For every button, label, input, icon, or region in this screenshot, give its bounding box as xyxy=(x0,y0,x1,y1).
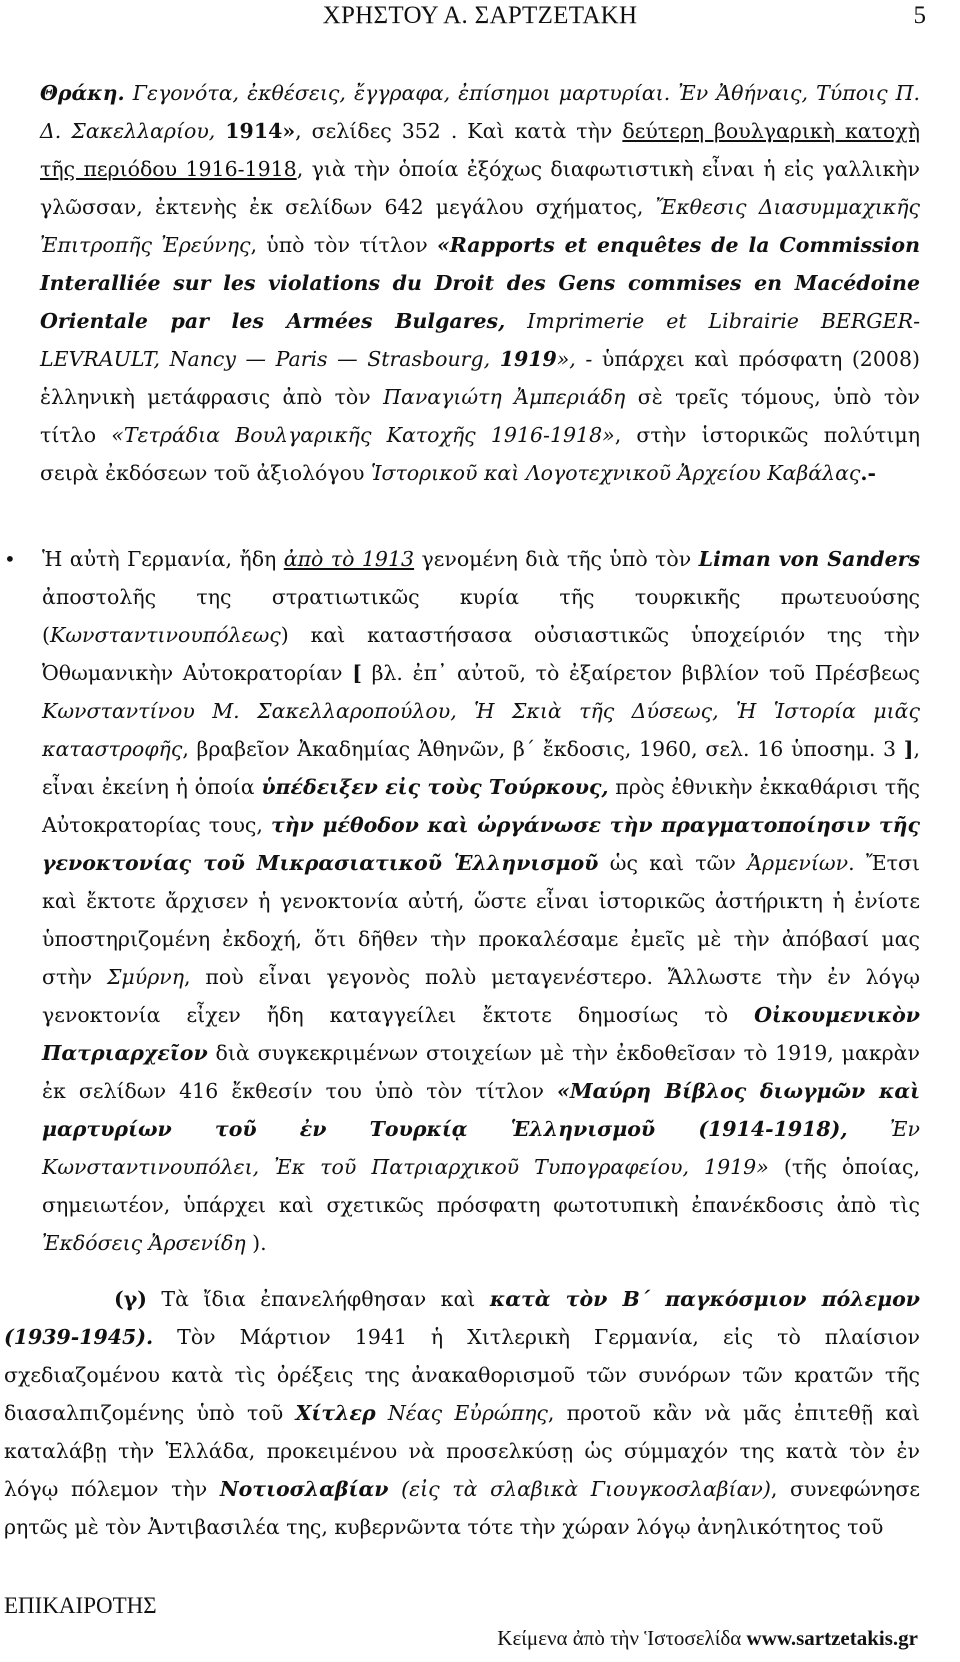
text-span: [ xyxy=(352,661,362,685)
text-span: Γεγονότα, ἐκθέσεις, ἔγγραφα, ἐπίσημοι μαρτυρίαι. Ἐν Ἀθήναις, Τύποις Π. Δ. Σακελλαρίου, xyxy=(40,81,920,143)
section-marker: (γ) xyxy=(114,1287,147,1311)
text-span: Νέας Εὐρώπης xyxy=(375,1401,548,1425)
text-span: ὑπέδειξεν εἰς τοὺς Τούρκους, xyxy=(261,775,609,799)
text-span: πρὸς ἐθνικὴν ἐκκαθάρισι τῆς Αὐτοκρατορίας τους, xyxy=(42,775,920,837)
text-span: Τὰ ἴδια ἐπανελήφθησαν καὶ xyxy=(146,1287,490,1311)
text-span: Χίτλερ xyxy=(295,1401,376,1425)
text-span: Imprimerie et Librairie BERGER- LEVRAULT, Nancy — Paris — Strasbourg, xyxy=(40,309,920,371)
footer-source xyxy=(497,1626,918,1651)
text-span: Ἔκθεσις Διασυμμαχικῆς Ἐπιτροπῆς Ἐρεύνης xyxy=(40,195,920,257)
text-span: , εἶναι ἐκείνη ἡ ὁποία xyxy=(42,737,920,799)
text-span: , συνεφώνησε ρητῶς μὲ τὸν Ἀντιβασιλέα της, κυβερνῶντα τότε τὴν χώραν λόγῳ ἀνηλικότητος τοῦ xyxy=(4,1477,921,1539)
text-span: Ἱστορικοῦ καὶ Λογοτεχνικοῦ Ἀρχείου Καβάλας xyxy=(370,461,861,485)
text-span: Τὸν Μάρτιον 1941 ἡ Χιτλερικὴ Γερμανία, εἰς τὸ πλαίσιον σχεδιαζομένου κατὰ τὶς ὀρέξεις της ἀνακαθορισμοῦ τῶν συνόρων τῶν κρατῶν τῆς διασαλπιζομένης ὑπὸ τοῦ xyxy=(4,1325,920,1425)
text-span: , προτοῦ κἂν νὰ μᾶς ἐπιτεθῇ καὶ καταλάβῃ τὴν Ἑλλάδα, προκειμένου νὰ προσελκύσῃ ὡς σύμμαχόν της κατὰ τὸν ἐν λόγῳ πόλεμον τὴν xyxy=(4,1401,920,1501)
text-span: .- xyxy=(860,461,877,485)
bullet-icon: • xyxy=(4,547,16,571)
text-span: , βραβεῖον Ἀκαδημίας Ἀθηνῶν, β΄ ἔκδοσις, 1960, σελ. 16 ὑποσημ. 3 xyxy=(182,737,904,761)
text-span: Ἡ αὐτὴ Γερμανία, ἤδη xyxy=(42,547,284,571)
text-span: 1919 xyxy=(499,347,557,371)
text-span: 1914» xyxy=(225,119,296,143)
underlined-text: ἀπὸ τὸ 1913 xyxy=(283,547,415,571)
text-span: γενομένη διὰ τῆς ὑπὸ τὸν xyxy=(414,547,699,571)
text-span: ] xyxy=(903,737,914,761)
text-span: «Τετράδια Βουλγαρικῆς Κατοχῆς 1916-1918» xyxy=(111,423,615,447)
text-span: κατὰ τὸν Β΄ παγκόσμιον πόλεμον (1939-1945). xyxy=(4,1287,920,1349)
text-span: , ὑπὸ τὸν τίτλον xyxy=(250,233,437,257)
paragraph-thrace-reports xyxy=(40,74,920,492)
text-span: «Rapports et enquêtes de la Commission Interalliée sur les violations du Droit des Gens commises en Macédoine Orientale par les Armées Bulgares, xyxy=(40,233,920,333)
text-span: , σελίδες 352 . Καὶ κατὰ τὴν xyxy=(295,119,623,143)
text-span: , ποὺ εἶναι γεγονὸς πολὺ μεταγενέστερο. Ἄλλωστε τὴν ἐν λόγῳ γενοκτονία εἶχεν ἤδη καταγγείλει ἔκτοτε δημοσίως τὸ xyxy=(42,965,920,1027)
text-span: Θράκη. xyxy=(40,81,125,105)
text-span: Παναγιώτη Ἀμπεριάδη xyxy=(383,385,626,409)
text-span: Ἐκδόσεις Ἀρσενίδη xyxy=(42,1231,246,1255)
text-span: βλ. ἐπ᾽ αὐτοῦ, τὸ ἐξαίρετον βιβλίον τοῦ Πρέσβεως xyxy=(361,661,920,685)
text-span: , γιὰ τὴν ὁποία ἐξόχως διαφωτιστικὴ εἶναι ἡ εἰς γαλλικὴν γλῶσσαν, ἐκτενὴς ἐκ σελίδων 642 μεγάλου σχήματος, xyxy=(40,157,920,219)
text-span: , στὴν ἱστορικῶς πολύτιμη σειρὰ ἐκδόσεων τοῦ ἀξιολόγου xyxy=(40,423,920,485)
text-span: σὲ τρεῖς τόμους, ὑπὸ τὸν τίτλο xyxy=(40,385,920,447)
paragraph-germany-genocide xyxy=(42,540,920,1262)
text-span: Ἐν Κωνσταντινουπόλει, Ἐκ τοῦ Πατριαρχικοῦ Τυπογραφείου, 1919» xyxy=(42,1117,920,1179)
text-span: ἀποστολῆς της στρατιωτικῶς κυρία τῆς τουρκικῆς πρωτευούσης ( xyxy=(42,585,920,647)
text-span: τὴν μέθοδον καὶ ὠργάνωσε τὴν πραγματοποίησιν τῆς γενοκτονίας τοῦ Μικρασιατικοῦ Ἑλληνισμοῦ xyxy=(42,813,921,875)
running-header-title: ΧΡΗΣΤΟΥ Α. ΣΑΡΤΖΕΤΑΚΗ xyxy=(322,2,638,29)
footer-publication: ΕΠΙΚΑΙΡΟΤΗΣ xyxy=(4,1593,157,1618)
text-span: «Μαύρη Βίβλος διωγμῶν καὶ μαρτυρίων τοῦ ἐν Τουρκίᾳ Ἑλληνισμοῦ (1914-1918), xyxy=(42,1079,921,1141)
text-span: . Ἔτσι καὶ ἔκτοτε ἄρχισεν ἡ γενοκτονία αὐτή, ὥστε εἶναι ἱστορικῶς ἀστήρικτη ἡ ἐνίοτε ὑποστηριζομένη ἐκδοχή, ὅτι δῆθεν τὴν προκαλέσαμε ἐμεῖς μὲ τὴν ἀπόβασί μας στὴν xyxy=(42,851,920,989)
text-span: (εἰς τὰ σλαβικὰ Γιουγκοσλαβίαν) xyxy=(388,1477,771,1501)
page-number: 5 xyxy=(913,2,926,29)
underlined-text: δεύτερη βουλγαρικὴ κατοχὴ τῆς περιόδου 1916-1918 xyxy=(40,119,920,181)
text-span: ὡς καὶ τῶν xyxy=(598,851,748,875)
text-span: Κωνσταντίνου Μ. Σακελλαροπούλου, Ἡ Σκιὰ τῆς Δύσεως, Ἡ Ἱστορία μιᾶς καταστροφῆς xyxy=(42,699,920,761)
text-span: διὰ συγκεκριμένων στοιχείων μὲ τὴν ἐκδοθεῖσαν τὸ 1919, μακρὰν ἐκ σελίδων 416 ἔκθεσίν του ὑπὸ τὸν τίτλον xyxy=(42,1041,920,1103)
text-span: ) καὶ καταστήσασα οὐσιαστικῶς ὑποχείριόν της τὴν Ὀθωμανικὴν Αὐτοκρατορίαν xyxy=(42,623,920,685)
text-span: Σμύρνη xyxy=(106,965,185,989)
text-span: ὑπάρχει καὶ πρόσφατη (2008) ἑλληνικὴ μετάφρασις ἀπὸ τὸν xyxy=(40,347,920,409)
text-span: Κωνσταντινουπόλεως xyxy=(50,623,281,647)
text-span: Οἰκουμενικὸν Πατριαρχεῖον xyxy=(42,1003,920,1065)
text-span: Νοτιοσλαβίαν xyxy=(219,1477,389,1501)
text-span: Ἀρμενίων xyxy=(747,851,849,875)
text-span: Liman von Sanders xyxy=(698,547,920,571)
text-span: ). xyxy=(245,1231,267,1255)
website-link[interactable]: www.sartzetakis.gr xyxy=(746,1626,918,1650)
footer-source-prefix: Κείμενα ἀπὸ τὴν Ἱστοσελίδα xyxy=(497,1626,747,1650)
text-span: (τῆς ὁποίας, σημειωτέον, ὑπάρχει καὶ σχετικῶς πρόσφατη φωτοτυπικὴ ἐπανέκδοσις ἀπὸ τὶς xyxy=(42,1155,921,1217)
text-span: », - xyxy=(556,347,602,371)
paragraph-second-world-war xyxy=(4,1280,920,1546)
